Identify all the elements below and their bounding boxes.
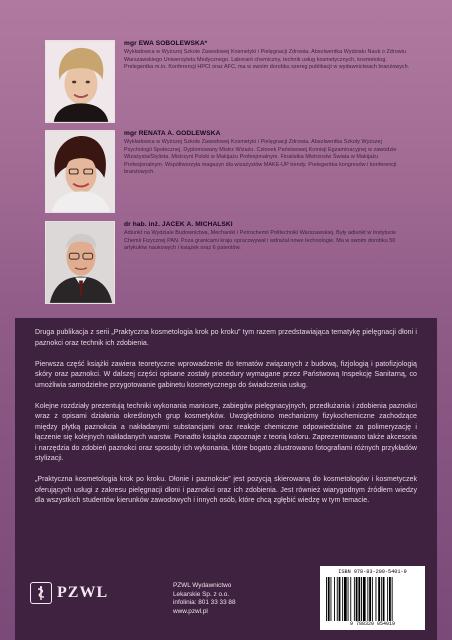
portrait-man-glasses-icon bbox=[46, 222, 114, 303]
publisher-company: Lekarskie Sp. z o.o. bbox=[173, 590, 230, 598]
publisher-website: www.pzwl.pl bbox=[173, 607, 208, 615]
portrait-woman-dark-hair-icon bbox=[46, 131, 114, 212]
author-name: mgr EWA SOBOLEWSKA* bbox=[124, 40, 208, 47]
authors-section bbox=[0, 0, 452, 318]
publisher-info bbox=[173, 582, 236, 616]
publisher-logo bbox=[30, 582, 108, 604]
pzwl-logo-icon bbox=[30, 582, 52, 604]
description-paragraph: Kolejne rozdziały prezentują techniki wykonania manicure, zabiegów pielęgnacyjnych, przedłużania i zdobienia paznokci wraz z opisami działania określonych grup kosmetyków. Uwzględniono mechanizmy fizykochemiczne zachodzące między płytką paznokcia a nakładanymi substancjami oraz reakcje chemiczne odpowiedzialne za polimeryzację i łączenie się kolejnych nakładanych warstw. Ponadto książka zapoznaje z teorią koloru. Zaprezentowano także akcesoria i narzędzia do zdobień paznokci oraz sposoby ich wykonania, które bogato zilustrowano fotografiami różnych przykładów stylizacji. bbox=[35, 402, 417, 462]
author-name: mgr RENATA A. GODLEWSKA bbox=[124, 130, 221, 137]
logo-text: PZWL bbox=[57, 584, 109, 601]
barcode-bars-icon bbox=[324, 577, 421, 621]
author-photo-michalski bbox=[45, 221, 115, 304]
author-photo-godlewska bbox=[45, 130, 115, 213]
isbn-barcode bbox=[320, 566, 425, 630]
portrait-woman-blonde-icon bbox=[46, 41, 114, 122]
publisher-name: PZWL Wydawnictwo bbox=[173, 582, 232, 589]
description-paragraph: „Praktyczna kosmetologia krok po kroku. Dłonie i paznokcie” jest pozycją skierowaną do kosmetologów i kosmetyczek oferujących usługi z zakresu pielęgnacji dłoni i paznokci oraz ich zdobienia. Jest również wiarygodnym źródłem wiedzy dla wszystkich studentów kierunków zawodowych i innych osób, które chcą zgłębić wiedzę w tym temacie. bbox=[35, 476, 417, 504]
author-bio: Adiunkt na Wydziale Budownictwa, Mechaniki i Petrochemii Politechniki Warszawskiej. Były adiunkt w Instytucie Chemii Fizycznej PAN. Poza granicami kraju opracowywał i wdrażał nowe technologie. Ma w swoim dorobku 50 artykułów naukowych i książek oraz 6 patentów. bbox=[124, 230, 397, 252]
author-bio: Wykładowca w Wyższej Szkole Zawodowej Kosmetyki i Pielęgnacji Zdrowia. Absolwentka Wydziału Nauk o Zdrowiu Warszawskiego Uniwersytetu Medycznego. Laborant chemiczny, technik usług kosmetycznych, kosmetolog. Prelegentka m.in. Konferencji HPCI oraz AFC, ma w swoim dorobku szereg publikacji w wydawnictwach branżowych. bbox=[124, 49, 410, 71]
author-name: dr hab. inż. JACEK A. MICHALSKI bbox=[124, 221, 233, 228]
isbn-label: ISBN 978-83-200-5401-9 bbox=[338, 569, 407, 575]
book-description bbox=[35, 328, 417, 517]
description-panel bbox=[15, 318, 437, 640]
author-bio: Wykładowca w Wyższej Szkole Zawodowej Kosmetyki i Pielęgnacji Zdrowia. Absolwentka Szkoły Wyższej Psychologii Społecznej. Dyplomowany Mistrz Wizażu. Członek Państwowej Komisji Egzaminacyjnej w zawodzie Wizażysta/Stylista. Mistrzyni Polski w Makijażu Profesjonalnym. Finalistka Mistrzostw Świata w Makijażu Profesjonalnym. Współtworzyła magazyn dla wizażystów MAKE-UP trendy. Prelegentka kongresów i konferencji branżowych. bbox=[124, 139, 397, 176]
description-paragraph: Druga publikacja z serii „Praktyczna kosmetologia krok po kroku” tym razem przedstawiająca tematykę pielęgnacji dłoni i paznokci oraz technik ich zdobienia. bbox=[35, 329, 417, 347]
publisher-hotline: infolinia: 801 33 33 88 bbox=[173, 599, 236, 606]
barcode-number: 9 788320 054019 bbox=[349, 621, 395, 627]
author-photo-sobolewska bbox=[45, 40, 115, 123]
description-paragraph: Pierwsza część książki zawiera teoretyczne wprowadzenie do tematów związanych z budową, fizjologią i patofizjologią skóry oraz paznokci. W dalszej części opisane zostały procedury wymagane przez Państwową Inspekcję Sanitarną, co umożliwia samodzielne przygotowanie gabinetu kosmetycznego do świadczenia usług. bbox=[35, 360, 417, 389]
